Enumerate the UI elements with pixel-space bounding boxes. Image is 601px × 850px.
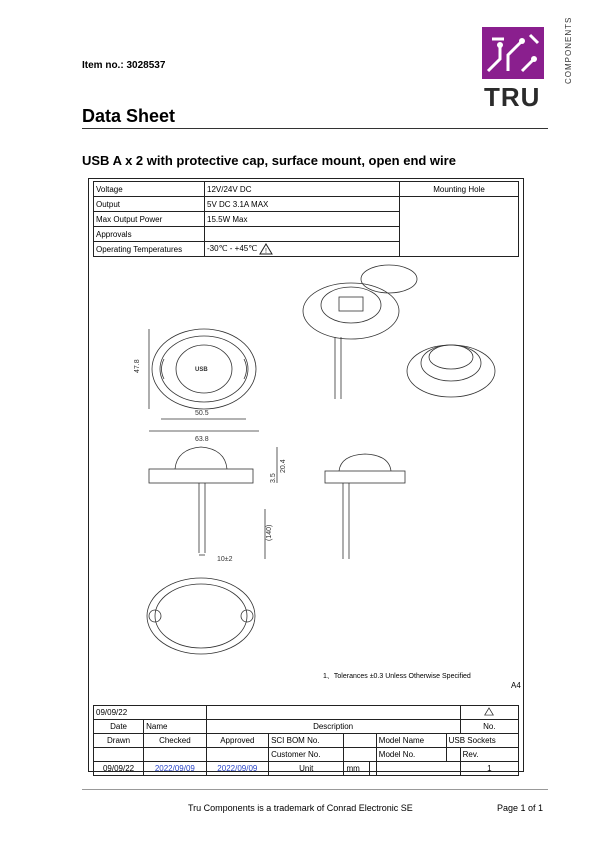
checked-label: Checked [144,734,206,748]
spec-label: Approvals [94,227,205,242]
spec-value [205,242,400,257]
drawn-label: Drawn [94,734,144,748]
spec-value: 5V DC 3.1A MAX [205,197,400,212]
spec-value [205,227,400,242]
col-date: Date [94,720,144,734]
blank-cell [376,762,460,776]
mounting-hole-header: Mounting Hole [400,182,519,197]
blank-cell [94,748,144,762]
isometric-view-closed-cap [407,345,495,397]
title-divider [82,128,548,129]
technical-drawing-sheet [88,178,524,772]
blank-cell [206,706,460,720]
product-drawings [89,259,523,679]
page-number: Page 1 of 1 [497,803,544,813]
footer-divider [82,789,548,790]
model-name-label: Model Name [376,734,446,748]
checked-date: 2022/09/09 [144,762,206,776]
page-title: Data Sheet [82,106,176,126]
warning-cell [460,706,518,720]
spec-table [93,181,519,257]
col-no: No. [460,720,518,734]
warning-icon [259,243,273,255]
blank-cell [446,748,460,762]
sci-bom-label: SCI BOM No. [269,734,344,748]
col-description: Description [206,720,460,734]
paper-size-label: A4 [511,681,521,690]
approved-label: Approved [206,734,268,748]
bottom-view-drawing [147,578,255,654]
model-no-label: Model No. [376,748,446,762]
col-name: Name [144,720,206,734]
rev-value: 1 [460,762,518,776]
dim-height: 47.8 [134,359,141,373]
front-view-drawing [325,454,405,559]
logo-wordmark: TRU [484,82,541,112]
title-block [93,705,519,776]
footer-trademark: Tru Components is a trademark of Conrad Electronic SE [188,803,413,813]
dim-side-height: 20.4 [280,459,287,473]
svg-text:!: ! [265,248,268,255]
spec-value: 12V/24V DC [205,182,400,197]
spec-label: Operating Temperatures [94,242,205,257]
model-name-value: USB Sockets [446,734,518,748]
logo-side-text: COMPONENTS [564,16,573,84]
rev-label: Rev. [460,748,518,762]
customer-no-label: Customer No. [269,748,344,762]
drawn-date: 09/09/22 [94,762,144,776]
temperature-range: -30℃ - +45℃ [207,244,258,254]
dim-inner-width: 50.5 [195,410,209,417]
date-value: 09/09/22 [94,706,207,720]
product-subtitle: USB A x 2 with protective cap, surface mount, open end wire [82,153,456,168]
dim-outer-width: 63.8 [195,436,209,443]
blank-cell [144,748,206,762]
blank-cell [206,748,268,762]
unit-label: Unit [269,762,344,776]
item-number: Item no.: 3028537 [82,60,166,71]
dim-strip-length: 10±2 [217,556,233,563]
blank-cell [369,762,376,776]
spec-label: Output [94,197,205,212]
mounting-hole-cell [400,197,519,257]
blank-cell [344,748,376,762]
warning-icon [484,707,494,716]
unit-value: mm [344,762,369,776]
spec-value: 15.5W Max [205,212,400,227]
blank-cell [344,734,376,748]
usb-label: USB [195,367,208,373]
isometric-view-open-cap [303,265,417,399]
side-view-drawing [149,447,277,559]
spec-label: Max Output Power [94,212,205,227]
approved-date: 2022/09/09 [206,762,268,776]
tolerance-note: 1、Tolerances ±0.3 Unless Otherwise Specified [323,673,471,680]
dim-small: 3.5 [270,473,277,483]
dim-wire-length: (140) [266,524,273,541]
spec-label: Voltage [94,182,205,197]
